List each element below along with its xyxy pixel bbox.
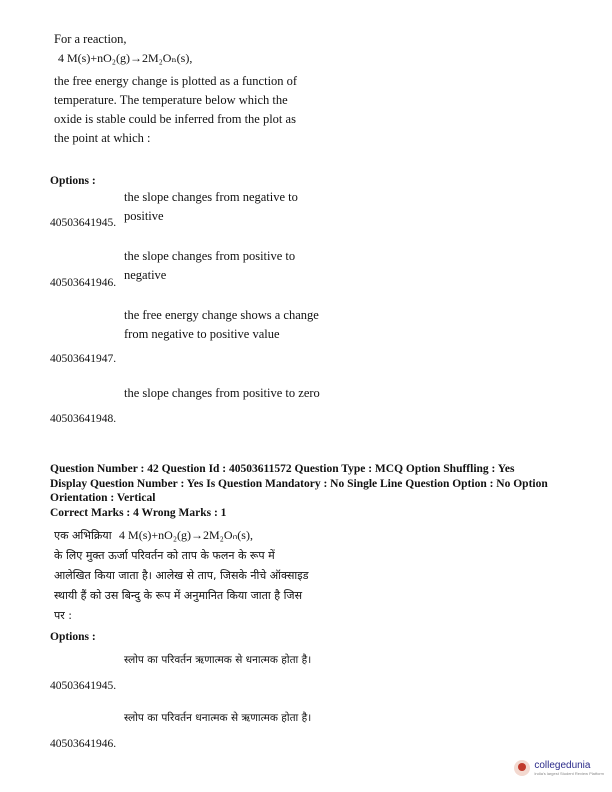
options-label: Options : bbox=[50, 631, 96, 643]
options-label: Options : bbox=[50, 175, 96, 187]
meta-line: Display Question Number : Yes Is Question Mandatory : No Single Line Question Option : No Option bbox=[50, 477, 548, 490]
reaction-formula: 4 M(s)+nO₂(g)→2M₂Oₙ(s), bbox=[58, 51, 193, 65]
question-meta bbox=[50, 462, 590, 520]
logo-tagline: India's largest Student Review Platform bbox=[534, 771, 604, 776]
logo-name: collegedunia bbox=[534, 760, 591, 771]
reaction-formula: 4 M(s)+nO₂(g)→2M₂Oₙ(s), bbox=[119, 528, 253, 542]
option-text: the slope changes from positive to negative bbox=[124, 249, 296, 282]
question-intro: For a reaction, bbox=[54, 32, 127, 46]
option-text: स्लोप का परिवर्तन ऋणात्मक से धनात्मक होता है। bbox=[124, 654, 312, 666]
meta-line: Question Number : 42 Question Id : 40503611572 Question Type : MCQ Option Shuffling : Yes bbox=[50, 463, 515, 475]
option-text: the free energy change shows a change from negative to positive value bbox=[124, 308, 319, 341]
option-text: the slope changes from positive to zero bbox=[124, 386, 320, 400]
option-id: 40503641946. bbox=[50, 277, 117, 289]
option-id: 40503641945. bbox=[50, 680, 117, 692]
hindi-prefix: एक अभिक्रिया bbox=[54, 529, 112, 542]
question-text bbox=[54, 30, 304, 148]
option-text: स्लोप का परिवर्तन धनात्मक से ऋणात्मक होता है। bbox=[124, 712, 312, 724]
question-body: the free energy change is plotted as a function of temperature. The temperature below which the oxide is stable could be inferred from the plot as the point at which : bbox=[54, 74, 298, 145]
option-id: 40503641945. bbox=[50, 217, 117, 229]
collegedunia-logo bbox=[514, 760, 604, 776]
option-id: 40503641948. bbox=[50, 413, 117, 425]
hindi-body: के लिए मुक्त ऊर्जा परिवर्तन को ताप के फलन के रूप में आलेखित किया जाता है। आलेख से ताप, जिसके नीचे ऑक्साइड स्थायी हैं को उस बिन्दु के रूप में अनुमानित किया जाता है जिस पर : bbox=[54, 549, 309, 622]
option-id: 40503641947. bbox=[50, 353, 117, 365]
hindi-question-text bbox=[54, 525, 314, 626]
logo-icon bbox=[514, 760, 530, 776]
marks-line: Correct Marks : 4 Wrong Marks : 1 bbox=[50, 506, 227, 519]
option-id: 40503641946. bbox=[50, 738, 117, 750]
meta-line: Orientation : Vertical bbox=[50, 492, 156, 504]
option-text: the slope changes from negative to positive bbox=[124, 190, 298, 223]
